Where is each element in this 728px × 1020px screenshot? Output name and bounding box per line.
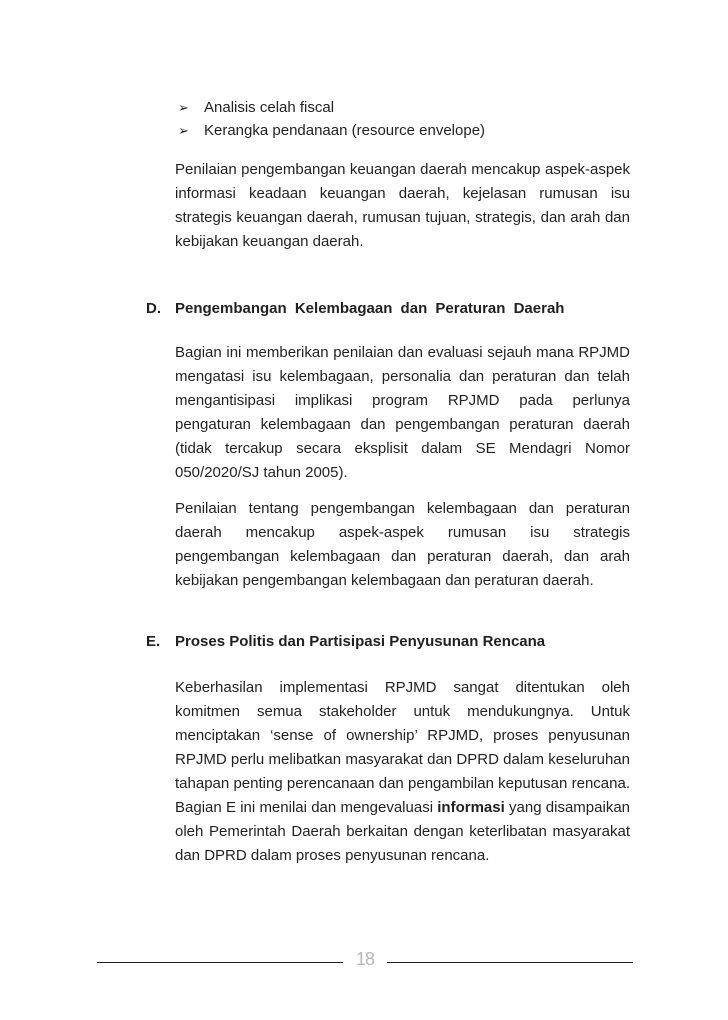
arrow-bullet-icon: ➢ — [178, 100, 189, 115]
list-item-text: Kerangka pendanaan (resource envelope) — [204, 122, 486, 139]
page-footer — [97, 949, 633, 973]
paragraph-e — [175, 676, 630, 868]
footer-rule-left — [97, 962, 343, 963]
section-title: Proses Politis dan Partisipasi Penyusunan Rencana — [175, 633, 546, 650]
bold-text: informasi — [437, 799, 505, 816]
paragraph-d-1: Bagian ini memberikan penilaian dan evaluasi sejauh mana RPJMD mengatasi isu kelembagaan, personalia dan peraturan dan telah mengantisipasi implikasi program RPJMD pada perlunya pengaturan kelembagaan dan pengembangan peraturan daerah (tidak tercakup secara eksplisit dalam SE Mendagri Nomor 050/2020/SJ tahun 2005). — [175, 344, 630, 481]
list-item — [178, 96, 638, 119]
list-item — [178, 119, 638, 142]
page-number: 18 — [355, 949, 375, 969]
list-item-text: Analisis celah fiscal — [204, 99, 335, 116]
bullet-list — [178, 96, 638, 142]
arrow-bullet-icon: ➢ — [178, 123, 189, 138]
paragraph-text: yang disampaikan oleh Pemerintah Daerah berkaitan dengan keterlibatan masyarakat dan DPRD dalam proses penyusunan rencana. — [175, 799, 631, 864]
section-letter: E. — [146, 633, 161, 650]
section-letter: D. — [146, 300, 161, 317]
paragraph-keuangan: Penilaian pengembangan keuangan daerah mencakup aspek-aspek informasi keadaan keuangan daerah, kejelasan rumusan isu strategis keuangan daerah, rumusan tujuan, strategis, dan arah dan kebijakan keuangan daerah. — [175, 161, 630, 250]
section-d-heading — [146, 297, 636, 321]
section-e-heading — [146, 630, 636, 654]
paragraph-d-2: Penilaian tentang pengembangan kelembagaan dan peraturan daerah mencakup aspek-aspek rumusan isu strategis pengembangan kelembagaan dan peraturan daerah, dan arah kebijakan pengembangan kelembagaan dan peraturan daerah. — [175, 500, 630, 589]
footer-rule-right — [387, 962, 633, 963]
paragraph-text: Keberhasilan implementasi RPJMD sangat ditentukan oleh komitmen semua stakeholder untuk mendukungnya. Untuk menciptakan ‘sense of ownership’ RPJMD, proses penyusunan RPJMD perlu melibatkan masyarakat dan DPRD dalam keseluruhan tahapan penting perencanaan dan pengambilan keputusan rencana. Bagian E ini menilai dan mengevaluasi — [175, 679, 630, 816]
section-title: Pengembangan Kelembagaan dan Peraturan Daerah — [175, 300, 565, 317]
